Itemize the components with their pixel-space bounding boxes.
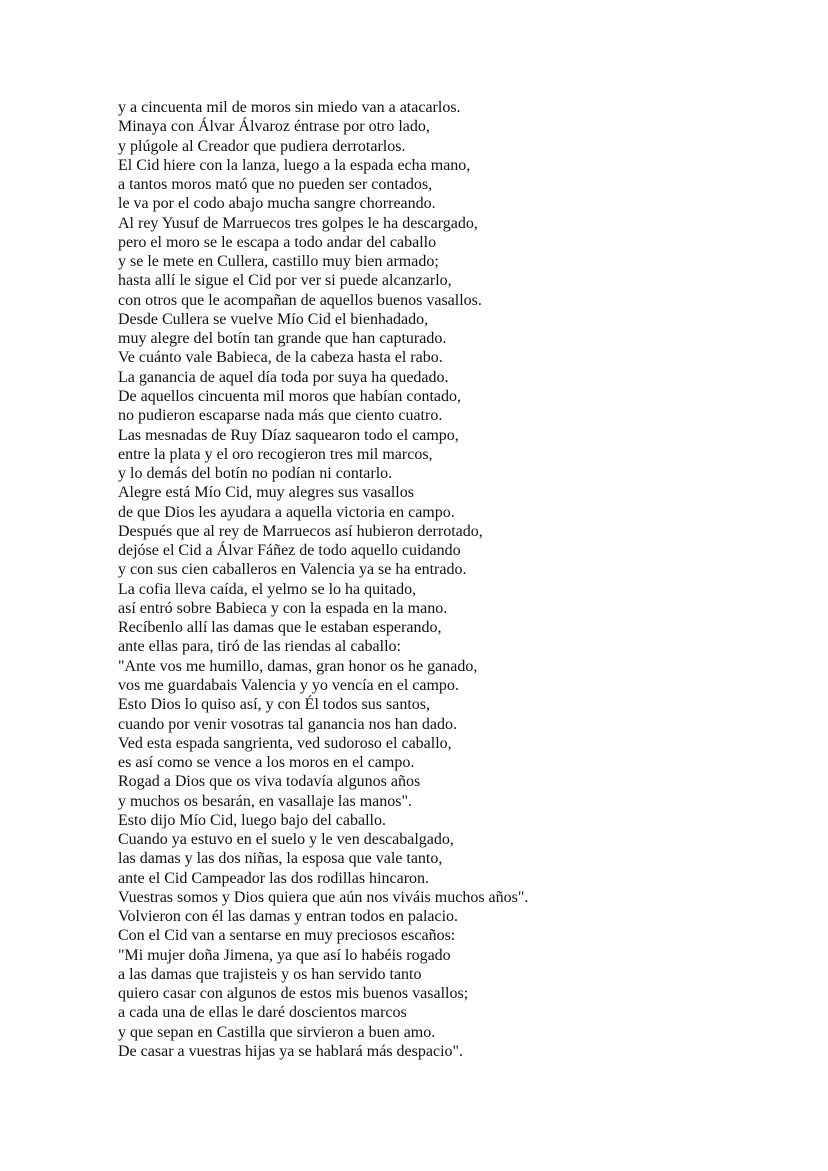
poem-line: cuando por venir vosotras tal ganancia nos han dado. xyxy=(118,715,458,733)
poem-line: de que Dios les ayudara a aquella victoria en campo. xyxy=(118,503,455,521)
poem-line: hasta allí le sigue el Cid por ver si puede alcanzarlo, xyxy=(118,272,452,290)
poem-line: Cuando ya estuvo en el suelo y le ven descabalgado, xyxy=(118,831,454,849)
poem-line: le va por el codo abajo mucha sangre chorreando. xyxy=(118,195,436,213)
poem-line: "Mi mujer doña Jimena, ya que así lo habéis rogado xyxy=(118,946,451,964)
poem-line: muy alegre del botín tan grande que han capturado. xyxy=(118,330,447,348)
poem-line: es así como se vence a los moros en el campo. xyxy=(118,754,415,772)
poem-line: pero el moro se le escapa a todo andar del caballo xyxy=(118,233,437,251)
poem-line: Ve cuánto vale Babieca, de la cabeza hasta el rabo. xyxy=(118,349,443,367)
poem-line: Al rey Yusuf de Marruecos tres golpes le ha descargado, xyxy=(118,214,478,232)
poem-line: "Ante vos me humillo, damas, gran honor os he ganado, xyxy=(118,657,478,675)
poem-line: De aquellos cincuenta mil moros que habían contado, xyxy=(118,387,462,405)
poem-line: quiero casar con algunos de estos mis buenos vasallos; xyxy=(118,985,469,1003)
poem-line: y que sepan en Castilla que sirvieron a buen amo. xyxy=(118,1023,436,1041)
poem-line: La cofia lleva caída, el yelmo se lo ha quitado, xyxy=(118,580,417,598)
poem-line: y a cincuenta mil de moros sin miedo van a atacarlos. xyxy=(118,99,461,116)
poem-line: Recíbenlo allí las damas que le estaban esperando, xyxy=(118,619,442,637)
poem-line: a las damas que trajisteis y os han servido tanto xyxy=(118,965,422,983)
poem-line: Desde Cullera se vuelve Mío Cid el bienhadado, xyxy=(118,310,429,328)
poem-line: Ved esta espada sangrienta, ved sudoroso el caballo, xyxy=(118,734,452,752)
poem-line: Después que al rey de Marruecos así hubieron derrotado, xyxy=(118,522,483,540)
poem-line: entre la plata y el oro recogieron tres mil marcos, xyxy=(118,445,433,463)
poem-line: y muchos os besarán, en vasallaje las manos". xyxy=(118,792,413,810)
poem-line: Vuestras somos y Dios quiera que aún nos viváis muchos años". xyxy=(118,888,529,906)
poem-line: Alegre está Mío Cid, muy alegres sus vasallos xyxy=(118,484,414,502)
poem-line: La ganancia de aquel día toda por suya ha quedado. xyxy=(118,368,449,386)
poem-line: ante el Cid Campeador las dos rodillas hincaron. xyxy=(118,869,430,887)
poem-line: y plúgole al Creador que pudiera derrotarlos. xyxy=(118,137,406,155)
poem-line: Rogad a Dios que os viva todavía algunos años xyxy=(118,773,421,791)
poem-line: y se le mete en Cullera, castillo muy bien armado; xyxy=(118,253,439,271)
poem-line: dejóse el Cid a Álvar Fáñez de todo aquello cuidando xyxy=(118,542,461,560)
poem-line: vos me guardabais Valencia y yo vencía en el campo. xyxy=(118,676,459,694)
poem-line: y lo demás del botín no podían ni contarlo. xyxy=(118,465,393,483)
poem-line: así entró sobre Babieca y con la espada en la mano. xyxy=(118,599,448,617)
poem-line: las damas y las dos niñas, la esposa que vale tanto, xyxy=(118,850,443,868)
poem-line: ante ellas para, tiró de las riendas al caballo: xyxy=(118,638,401,656)
poem-line: y con sus cien caballeros en Valencia ya se ha entrado. xyxy=(118,561,467,579)
poem-line: no pudieron escaparse nada más que ciento cuatro. xyxy=(118,407,443,425)
poem-line: Minaya con Álvar Álvaroz éntrase por otro lado, xyxy=(118,118,430,136)
poem-line: Esto dijo Mío Cid, luego bajo del caballo. xyxy=(118,811,386,829)
poem-line: De casar a vuestras hijas ya se hablará más despacio". xyxy=(118,1043,464,1061)
poem-line: Con el Cid van a sentarse en muy preciosos escaños: xyxy=(118,927,456,945)
poem-line: Las mesnadas de Ruy Díaz saquearon todo el campo, xyxy=(118,426,459,444)
poem-line: Esto Dios lo quiso así, y con Él todos sus santos, xyxy=(118,696,431,714)
poem-line: Volvieron con él las damas y entran todos en palacio. xyxy=(118,908,459,926)
poem-line: a cada una de ellas le daré doscientos marcos xyxy=(118,1004,407,1022)
poem-line: a tantos moros mató que no pueden ser contados, xyxy=(118,176,433,194)
poem-text xyxy=(118,98,528,1061)
poem-line: El Cid hiere con la lanza, luego a la espada echa mano, xyxy=(118,156,471,174)
poem-line: con otros que le acompañan de aquellos buenos vasallos. xyxy=(118,291,482,309)
